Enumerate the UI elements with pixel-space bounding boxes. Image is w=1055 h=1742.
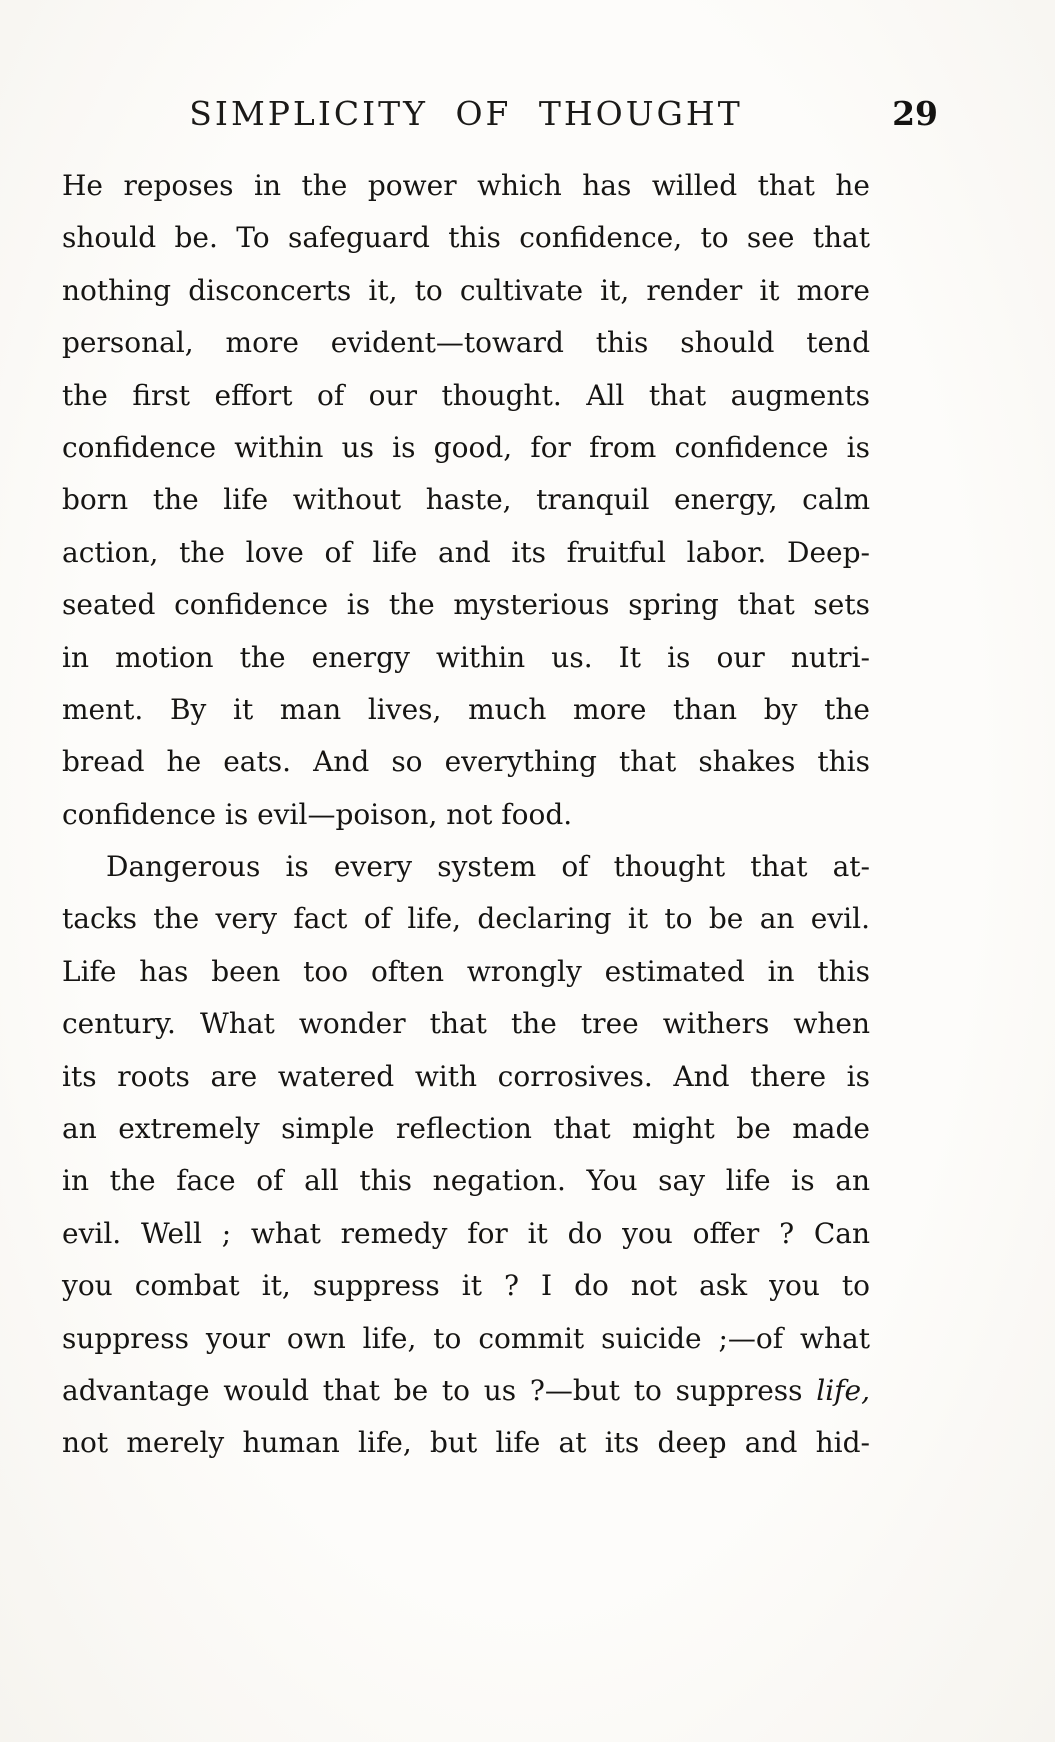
text-line: [62, 946, 870, 998]
text-line: [62, 1155, 870, 1207]
text-line: [62, 1208, 870, 1260]
text-segment: ment. By it man lives, much more than by the: [62, 692, 870, 726]
text-line: [62, 317, 870, 369]
italic-text-segment: life,: [816, 1373, 870, 1407]
text-line: [62, 474, 870, 526]
page-header: [62, 94, 938, 138]
text-segment: Life has been too often wrongly estimated in this: [62, 954, 870, 988]
text-line: [62, 632, 870, 684]
text-segment: in motion the energy within us. It is our nutri-: [62, 640, 870, 674]
text-line: [62, 1417, 870, 1469]
text-segment: confidence within us is good, for from confidence is: [62, 430, 870, 464]
text-line: [62, 527, 870, 579]
text-segment: an extremely simple reflection that might be made: [62, 1112, 870, 1146]
text-segment: you combat it, suppress it ? I do not ask you to: [62, 1269, 870, 1303]
text-segment: personal, more evident—toward this should tend: [62, 326, 870, 360]
text-segment: nothing disconcerts it, to cultivate it, render it more: [62, 273, 870, 307]
text-line: [62, 579, 870, 631]
text-segment: century. What wonder that the tree withers when: [62, 1007, 870, 1041]
text-segment: He reposes in the power which has willed that he: [62, 169, 870, 202]
text-segment: evil. Well ; what remedy for it do you offer ? Can: [62, 1216, 870, 1250]
text-segment: born the life without haste, tranquil energy, calm: [62, 483, 870, 517]
text-segment: not merely human life, but life at its deep and hid-: [62, 1426, 870, 1460]
text-segment: seated confidence is the mysterious spring that sets: [62, 588, 870, 622]
text-line: [62, 684, 870, 736]
text-segment: tacks the very fact of life, declaring it to be an evil.: [62, 902, 870, 936]
text-segment: suppress your own life, to commit suicide ;—of what: [62, 1321, 870, 1355]
text-line: [62, 998, 870, 1050]
text-line: [62, 422, 870, 474]
text-line: [62, 893, 870, 945]
text-segment: Dangerous is every system of thought that at-: [106, 850, 870, 884]
text-segment: action, the love of life and its fruitful labor. Deep-: [62, 535, 870, 569]
text-line: [62, 736, 870, 788]
text-line: [62, 265, 870, 317]
running-head-title: SIMPLICITY OF THOUGHT: [189, 94, 743, 133]
text-line: [62, 841, 870, 893]
text-line: [62, 1051, 870, 1103]
page-body: [62, 160, 870, 1470]
text-segment: confidence is evil—poison, not food.: [62, 797, 573, 831]
text-segment: advantage would that be to us ?—but to suppress: [62, 1373, 817, 1407]
text-segment: bread he eats. And so everything that shakes this: [62, 745, 870, 779]
text-segment: in the face of all this negation. You say life is an: [62, 1164, 870, 1198]
text-line: [62, 1313, 870, 1365]
page-number: 29: [892, 94, 938, 133]
text-line: [62, 212, 870, 264]
text-line: [62, 1365, 870, 1417]
text-line: [62, 1260, 870, 1312]
text-line: [62, 160, 870, 212]
text-segment: its roots are watered with corrosives. And there is: [62, 1059, 870, 1093]
text-segment: the first effort of our thought. All that augments: [62, 378, 870, 412]
text-line: [62, 370, 870, 422]
text-line: [62, 789, 870, 841]
text-segment: should be. To safeguard this confidence, to see that: [62, 221, 870, 255]
text-line: [62, 1103, 870, 1155]
